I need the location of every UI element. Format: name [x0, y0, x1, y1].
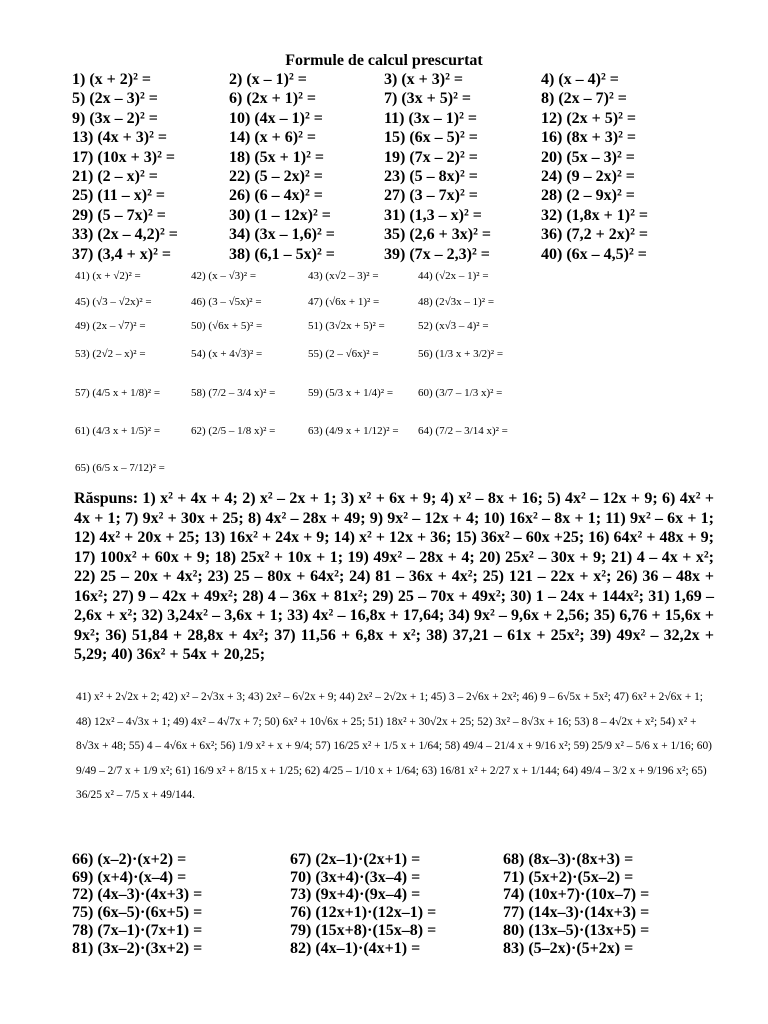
- exercise-item: 46) (3 – √5x)² =: [191, 296, 262, 308]
- exercise-item: 67) (2x–1)·(2x+1) =: [290, 851, 421, 868]
- exercise-item: 7) (3x + 5)² =: [384, 90, 472, 108]
- exercise-item: 9) (3x – 2)² =: [72, 109, 158, 127]
- exercise-item: 51) (3√2x + 5)² =: [308, 320, 385, 332]
- exercise-item: 16) (8x + 3)² =: [541, 129, 637, 147]
- exercise-item: 2) (x – 1)² =: [229, 71, 307, 88]
- exercise-item: 5) (2x – 3)² =: [72, 90, 158, 108]
- exercise-item: 37) (3,4 + x)² =: [72, 245, 172, 263]
- exercise-item: 4) (x – 4)² =: [541, 71, 619, 88]
- exercise-item: 28) (2 – 9x)² =: [541, 187, 635, 205]
- exercise-item: 71) (5x+2)·(5x–2) =: [503, 868, 634, 886]
- exercise-item: 1) (x + 2)² =: [72, 71, 152, 88]
- exercise-item: 81) (3x–2)·(3x+2) =: [72, 939, 203, 957]
- exercise-item: 48) (2√3x – 1)² =: [418, 296, 495, 308]
- exercise-item: 32) (1,8x + 1)² =: [541, 206, 649, 224]
- exercise-item: 74) (10x+7)·(10x–7) =: [503, 886, 650, 904]
- exercise-item: 12) (2x + 5)² =: [541, 109, 637, 127]
- exercise-item: 76) (12x+1)·(12x–1) =: [290, 904, 437, 922]
- exercise-item: 69) (x+4)·(x–4) =: [72, 868, 187, 886]
- answers-41-65: 41) x² + 2√2x + 2; 42) x² – 2√3x + 3; 43) 2x² – 6√2x + 9; 44) 2x² – 2√2x + 1; 45) 3 – 2√6x + 2x²; 46) 9 – 6√5x + 5x²; 47) 6x² + 2√6x + 1; 48) 12x² – 4√3x + 1; 49) 4x² – 4√7x + 7; 50) 6x² + 10√6x + 25; 51) 18x² + 30√2x + 25; 52) 3x² – 8√3x + 16; 53) 8 – 4√2x + x²; 54) x² + 8√3x + 48; 55) 4 – 4√6x + 6x²; 56) 1/9 x² + x + 9/4; 57) 16/25 x² + 1/5 x + 1/64; 58) 49/4 – 21/4 x + 9/16 x²; 59) 25/9 x² – 5/6 x + 1/16; 60) 9/49 – 2/7 x + 1/9 x²; 61) 16/9 x² + 8/15 x + 1/25; 62) 4/25 – 1/10 x + 1/64; 63) 16/81 x² + 2/27 x + 1/144; 64) 49/4 – 3/2 x + 9/196 x²; 65) 36/25 x² – 7/5 x + 49/144.: [76, 691, 712, 801]
- exercise-item: 11) (3x – 1)² =: [384, 109, 478, 127]
- exercise-item: 30) (1 – 12x)² =: [229, 206, 331, 224]
- exercise-item: 25) (11 – x)² =: [72, 187, 166, 205]
- exercise-item: 64) (7/2 – 3/14 x)² =: [418, 425, 508, 437]
- exercise-item: 21) (2 – x)² =: [72, 168, 158, 185]
- exercise-item: 80) (13x–5)·(13x+5) =: [503, 921, 650, 939]
- exercise-item: 43) (x√2 – 3)² =: [308, 270, 379, 282]
- exercise-item: 36) (7,2 + 2x)² =: [541, 226, 649, 244]
- exercise-item: 70) (3x+4)·(3x–4) =: [290, 868, 421, 886]
- exercise-item: 33) (2x – 4,2)² =: [72, 226, 178, 244]
- exercise-item: 52) (x√3 – 4)² =: [418, 320, 489, 332]
- exercise-item: 29) (5 – 7x)² =: [72, 206, 166, 224]
- exercise-item: 44) (√2x – 1)² =: [418, 270, 489, 282]
- exercise-item: 66) (x–2)·(x+2) =: [72, 851, 187, 868]
- exercise-item: 57) (4/5 x + 1/8)² =: [75, 387, 161, 399]
- exercise-item: 26) (6 – 4x)² =: [229, 187, 323, 205]
- exercise-item: 83) (5–2x)·(5+2x) =: [503, 939, 634, 957]
- exercise-item: 41) (x + √2)² =: [75, 270, 141, 282]
- exercise-item: 19) (7x – 2)² =: [384, 148, 478, 166]
- exercise-item: 34) (3x – 1,6)² =: [229, 226, 335, 244]
- exercise-item: 63) (4/9 x + 1/12)² =: [308, 425, 399, 437]
- exercise-item: 13) (4x + 3)² =: [72, 129, 168, 147]
- exercise-item: 61) (4/3 x + 1/5)² =: [75, 425, 161, 437]
- exercise-item: 45) (√3 – √2x)² =: [75, 296, 152, 308]
- exercise-item: 6) (2x + 1)² =: [229, 90, 317, 108]
- exercise-item: 58) (7/2 – 3/4 x)² =: [191, 387, 276, 399]
- exercise-item: 35) (2,6 + 3x)² =: [384, 226, 492, 244]
- exercise-item: 3) (x + 3)² =: [384, 71, 464, 88]
- exercise-item: 49) (2x – √7)² =: [75, 320, 146, 332]
- exercise-item: 65) (6/5 x – 7/12)² =: [75, 462, 165, 474]
- exercise-item: 60) (3/7 – 1/3 x)² =: [418, 387, 503, 399]
- exercise-item: 17) (10x + 3)² =: [72, 148, 176, 166]
- exercise-item: 73) (9x+4)·(9x–4) =: [290, 886, 421, 904]
- exercise-item: 38) (6,1 – 5x)² =: [229, 245, 335, 263]
- exercise-item: 24) (9 – 2x)² =: [541, 168, 635, 185]
- exercise-item: 54) (x + 4√3)² =: [191, 348, 263, 360]
- exercise-item: 59) (5/3 x + 1/4)² =: [308, 387, 394, 399]
- exercise-item: 10) (4x – 1)² =: [229, 109, 323, 127]
- exercise-item: 53) (2√2 – x)² =: [75, 348, 146, 360]
- exercise-item: 82) (4x–1)·(4x+1) =: [290, 939, 421, 957]
- page-title: Formule de calcul prescurtat: [285, 52, 483, 69]
- exercise-item: 56) (1/3 x + 3/2)² =: [418, 348, 504, 360]
- exercise-item: 18) (5x + 1)² =: [229, 148, 325, 166]
- exercise-item: 23) (5 – 8x)² =: [384, 168, 478, 185]
- exercise-item: 20) (5x – 3)² =: [541, 148, 635, 166]
- exercise-item: 72) (4x–3)·(4x+3) =: [72, 886, 203, 904]
- exercise-item: 42) (x – √3)² =: [191, 270, 257, 282]
- exercise-item: 78) (7x–1)·(7x+1) =: [72, 921, 203, 939]
- exercise-item: 68) (8x–3)·(8x+3) =: [503, 851, 634, 868]
- exercise-item: 75) (6x–5)·(6x+5) =: [72, 904, 203, 922]
- exercise-item: 31) (1,3 – x)² =: [384, 206, 482, 224]
- exercise-item: 40) (6x – 4,5)² =: [541, 245, 647, 263]
- exercise-item: 50) (√6x + 5)² =: [191, 320, 263, 332]
- exercise-item: 55) (2 – √6x)² =: [308, 348, 379, 360]
- exercise-item: 39) (7x – 2,3)² =: [384, 245, 490, 263]
- exercise-item: 79) (15x+8)·(15x–8) =: [290, 921, 437, 939]
- exercise-item: 14) (x + 6)² =: [229, 129, 317, 147]
- exercise-item: 8) (2x – 7)² =: [541, 90, 627, 108]
- exercise-item: 22) (5 – 2x)² =: [229, 168, 323, 185]
- answers-1-40: Răspuns: 1) x² + 4x + 4; 2) x² – 2x + 1; 3) x² + 6x + 9; 4) x² – 8x + 16; 5) 4x² – 12x + 9; 6) 4x² + 4x + 1; 7) 9x² + 30x + 25; 8) 4x² – 28x + 49; 9) 9x² – 12x + 4; 10) 16x² – 8x + 1; 11) 9x² – 6x + 1; 12) 4x² + 20x + 25; 13) 16x² + 24x + 9; 14) x² + 12x + 36; 15) 36x² – 60x +25; 16) 64x² + 48x + 9; 17) 100x² + 60x + 9; 18) 25x² + 10x + 1; 19) 49x² – 28x + 4; 20) 25x² – 30x + 9; 21) 4 – 4x + x²; 22) 25 – 20x + 4x²; 23) 25 – 80x + 64x²; 24) 81 – 36x + 4x²; 25) 121 – 22x + x²; 26) 36 – 48x + 16x²; 27) 9 – 42x + 49x²; 28) 4 – 36x + 81x²; 29) 25 – 70x + 49x²; 30) 1 – 24x + 144x²; 31) 1,69 – 2,6x + x²; 32) 3,24x² – 3,6x + 1; 33) 4x² – 16,8x + 17,64; 34) 9x² – 9,6x + 2,56; 35) 6,76 + 15,6x + 9x²; 36) 51,84 + 28,8x + 4x²; 37) 11,56 + 6,8x + x²; 38) 37,21 – 61x + 25x²; 39) 49x² – 32,2x + 5,29; 40) 36x² + 54x + 20,25;: [74, 490, 714, 663]
- exercise-item: 62) (2/5 – 1/8 x)² =: [191, 425, 276, 437]
- exercise-item: 47) (√6x + 1)² =: [308, 296, 380, 308]
- exercise-item: 77) (14x–3)·(14x+3) =: [503, 904, 650, 922]
- exercise-item: 27) (3 – 7x)² =: [384, 187, 478, 205]
- exercise-item: 15) (6x – 5)² =: [384, 129, 478, 147]
